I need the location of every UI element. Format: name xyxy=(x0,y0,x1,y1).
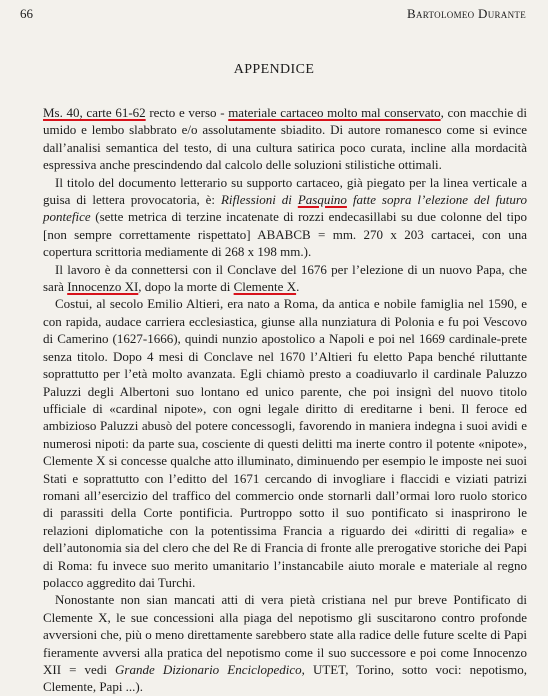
underlined-material: materiale cartaceo molto mal conservato xyxy=(228,105,441,120)
underlined-clemente: Clemente X xyxy=(233,279,297,295)
section-title: APPENDICE xyxy=(233,62,315,77)
reference-title: Grande Dizionario Enciclopedico xyxy=(115,662,302,677)
paragraph-nepotismo: Nonostante non sian mancati atti di vera pietà cristiana nel pur breve Pontificato di Clemente X, le sue concessioni alla piaga del nepotismo gli suscitarono contro profonde avversioni che, più o meno direttamente sarebbero state alla radice delle future scelte di Papi fieramente avversi alla pratica del nepotismo come il suo successore e poi come Innocenzo XII = vedi Grande Dizionario Enciclopedico, UTET, Torino, sotto voci: nepotismo, Clemente, Papi ...). xyxy=(43,592,527,695)
body-text xyxy=(43,104,527,696)
running-title: Bartolomeo Durante xyxy=(407,6,526,21)
underlined-pasquino: Pasquino xyxy=(297,192,347,208)
underlined-innocenzo: Innocenzo XI xyxy=(67,279,139,295)
page-header xyxy=(20,6,526,22)
underlined-ms-ref: Ms. 40, carte 61-62 xyxy=(43,105,146,120)
paragraph-title: Il titolo del documento letterario su supporto cartaceo, già piegato per la linea verticale a guisa di lettera provocatoria, è: Riflessioni di Pasquino fatte sopra l’elezione del futuro pontefice (sette metrica di terzine incatenate di rozzi endecasillabi su due colonne del tipo [non sempre correttamente rispettato] ABABCB = mm. 270 x 203 cartacei, con una copertura scrittoria mediamente di 268 x 198 mm.). xyxy=(43,174,527,260)
page-number: 66 xyxy=(20,6,33,21)
paragraph-manuscript: Ms. 40, carte 61-62 recto e verso - materiale cartaceo molto mal conservato, con macchie di umido e lembo slabbrato e/o assolutamente sbiadito. Di autore romanesco come si evince dall’analisi semantica del testo, di una cultura satirica poco curata, incline alla mordacità espressiva anche prescindendo dal calcolo delle soluzioni stilistiche ottimali. xyxy=(43,105,527,173)
paragraph-conclave: Il lavoro è da connettersi con il Conclave del 1676 per l’elezione di un nuovo Papa, che sarà Innocenzo XI, dopo la morte di Clemente X. xyxy=(43,261,527,295)
paragraph-altieri: Costui, al secolo Emilio Altieri, era nato a Roma, da antica e nobile famiglia nel 1590, e con rapida, audace carriera ecclesiastica, giunse alla nunziatura di Polonia e fu poi Vescovo di Camerino (1627-1666), quindi nunzio apostolico a Napoli e poi nel 1669 cardinale-prete senza titolo. Dopo 4 mesi di Conclave nel 1670 l’Altieri fu eletto Papa benché riluttante soprattutto per l’età molto avanzata. Egli chiamò presto a coadiuvarlo il cardinale Paluzzo Paluzzi degli Albertoni suo lontano ed unico parente, che poi insignì del nuovo titolo ufficiale di «cardinal nipote», con ogni legale diritto di ereditarne i beni. Il feroce ed ambizioso Paluzzi abusò del potere concessogli, favorendo in maniera indegna i suoi avidi e numerosi nipoti: da parte sua, cosciente di questi delitti ma inerte contro il potente «nipote», Clemente X si concesse qualche atto illuminato, diminuendo per esempio le imposte nei suoi Stati e soprattutto con l’editto del 1671 cercando di invogliare i flaccidi e viziati patrizi romani all’esercizio del traffico del commercio onde stornarli dall’ormai loro ruolo storico di parassiti della Corte pontificia. Purtroppo sotto il suo pontificato si inasprirono le relazioni diplomatiche con la potentissima Francia a riguardo dei «diritti di regalia» e dell’autonomia sia del clero che del Re di Francia di fronte alle prerogative storiche dei Papi di Roma: fu invece suo merito umanitario l’instancabile aiuto morale e materiale al regno polacco aggredito dai Turchi. xyxy=(43,296,527,590)
